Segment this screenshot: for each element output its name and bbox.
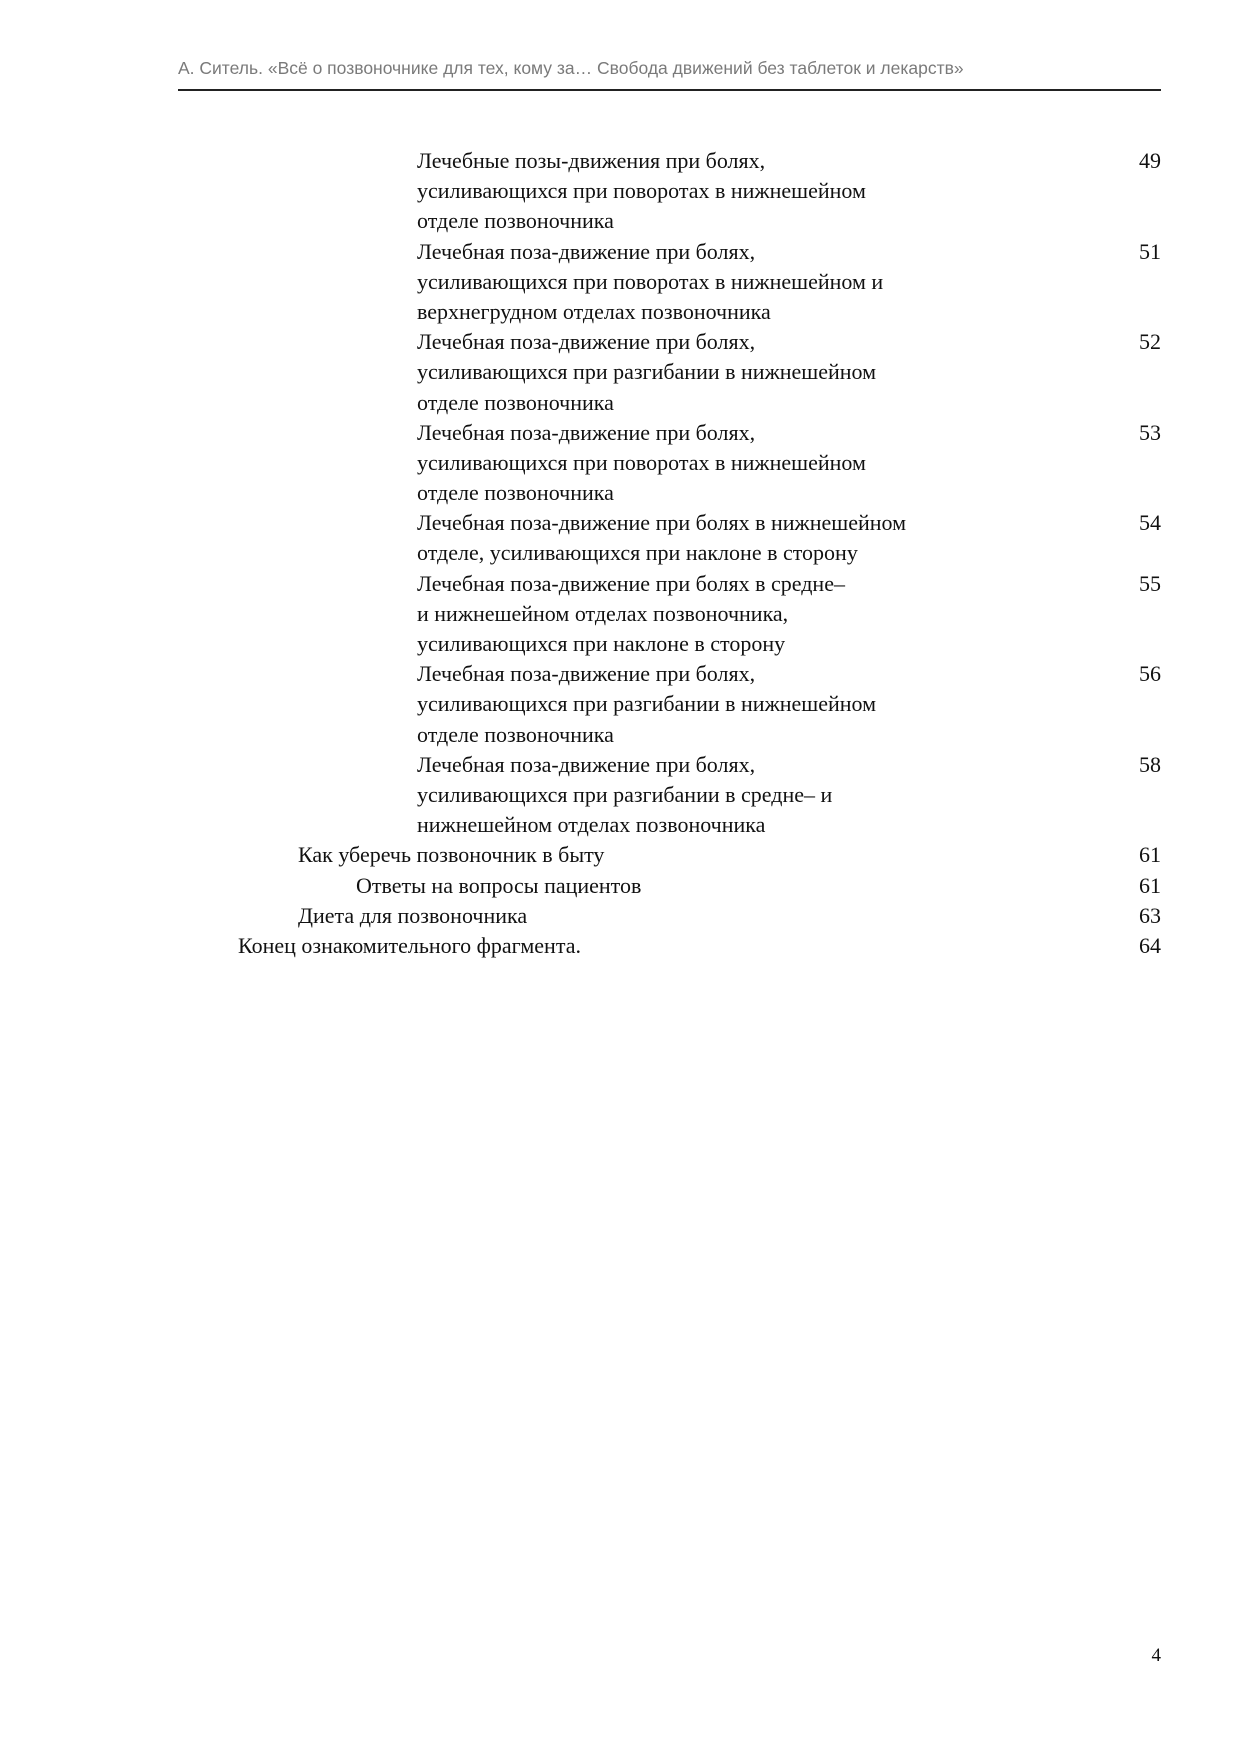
toc-entry-title	[0, 237, 1161, 328]
toc-entry-title-line: усиливающихся при разгибании в нижнешейном	[417, 359, 877, 385]
toc-entry-title	[0, 569, 1161, 660]
toc-entry[interactable]	[0, 931, 1161, 961]
toc-entry-title	[0, 871, 1161, 901]
toc-entry-page: 61	[1139, 872, 1161, 898]
toc-entry-title-line: Лечебная поза-движение при болях,	[417, 329, 756, 355]
toc-entry-title-line: Как уберечь позвоночник в быту	[298, 842, 605, 868]
toc-entry-title-line: нижнешейном отделах позвоночника	[417, 812, 766, 838]
toc-entry-page: 54	[1139, 510, 1161, 536]
toc-entry-title-line: Ответы на вопросы пациентов	[356, 872, 642, 898]
toc-entry-title-line: Лечебная поза-движение при болях в средне–	[417, 570, 845, 596]
table-of-contents	[0, 146, 1241, 961]
toc-entry-title-line: Лечебная поза-движение при болях,	[417, 661, 756, 687]
toc-entry-title-line: усиливающихся при поворотах в нижнешейном	[417, 178, 866, 204]
toc-entry-title	[0, 931, 1161, 961]
toc-entry-title-line: Лечебная поза-движение при болях в нижнешейном	[417, 510, 907, 536]
toc-entry-page: 64	[1139, 932, 1161, 958]
toc-entry[interactable]	[0, 840, 1161, 870]
toc-entry-page: 52	[1139, 329, 1161, 355]
toc-entry-title-line: верхнегрудном отделах позвоночника	[417, 298, 771, 324]
toc-entry[interactable]	[0, 750, 1161, 841]
page-number: 4	[1151, 1645, 1161, 1666]
toc-entry-page: 55	[1139, 570, 1161, 596]
toc-entry[interactable]	[0, 659, 1161, 750]
toc-entry-title	[0, 146, 1161, 237]
toc-entry-title-line: Конец ознакомительного фрагмента.	[238, 932, 581, 958]
toc-entry[interactable]	[0, 569, 1161, 660]
toc-entry[interactable]	[0, 327, 1161, 418]
toc-entry-page: 56	[1139, 661, 1161, 687]
toc-entry[interactable]	[0, 871, 1161, 901]
toc-entry-title-line: усиливающихся при поворотах в нижнешейном	[417, 449, 866, 475]
toc-entry-title	[0, 750, 1161, 841]
toc-entry[interactable]	[0, 901, 1161, 931]
toc-entry-title-line: Лечебная поза-движение при болях,	[417, 238, 756, 264]
toc-entry-page: 51	[1139, 238, 1161, 264]
running-header: А. Ситель. «Всё о позвоночнике для тех, кому за… Свобода движений без таблеток и лекарств»	[178, 58, 964, 78]
toc-entry[interactable]	[0, 146, 1161, 237]
toc-entry-page: 53	[1139, 419, 1161, 445]
toc-entry-title	[0, 327, 1161, 418]
toc-entry-title	[0, 418, 1161, 509]
toc-entry-title-line: усиливающихся при разгибании в средне– и	[417, 781, 833, 807]
toc-entry-title-line: отделе позвоночника	[417, 208, 614, 234]
toc-entry-title-line: Лечебная поза-движение при болях,	[417, 419, 756, 445]
toc-entry-page: 58	[1139, 751, 1161, 777]
toc-entry-title-line: и нижнешейном отделах позвоночника,	[417, 600, 789, 626]
toc-entry-title-line: Лечебная поза-движение при болях,	[417, 751, 756, 777]
toc-entry-title-line: усиливающихся при разгибании в нижнешейном	[417, 691, 877, 717]
toc-entry-title-line: Лечебные позы-движения при болях,	[417, 148, 766, 173]
toc-entry-title	[0, 840, 1161, 870]
toc-entry[interactable]	[0, 508, 1161, 568]
toc-entry-title-line: отделе, усиливающихся при наклоне в сторону	[417, 540, 858, 566]
toc-entry-title	[0, 901, 1161, 931]
toc-entry-title-line: отделе позвоночника	[417, 480, 614, 506]
toc-entry-title-line: отделе позвоночника	[417, 389, 614, 415]
header-divider	[178, 89, 1161, 91]
toc-entry-title-line: отделе позвоночника	[417, 721, 614, 747]
toc-entry[interactable]	[0, 418, 1161, 509]
toc-entry-page: 49	[1139, 148, 1161, 173]
toc-entry-title	[0, 508, 1161, 568]
toc-entry-title-line: усиливающихся при наклоне в сторону	[417, 631, 786, 656]
toc-entry-page: 61	[1139, 842, 1161, 868]
toc-entry-title-line: усиливающихся при поворотах в нижнешейном и	[417, 268, 884, 294]
toc-entry-title	[0, 659, 1161, 750]
toc-entry-title-line: Диета для позвоночника	[298, 902, 528, 928]
toc-entry-page: 63	[1139, 902, 1161, 928]
toc-entry[interactable]	[0, 237, 1161, 328]
